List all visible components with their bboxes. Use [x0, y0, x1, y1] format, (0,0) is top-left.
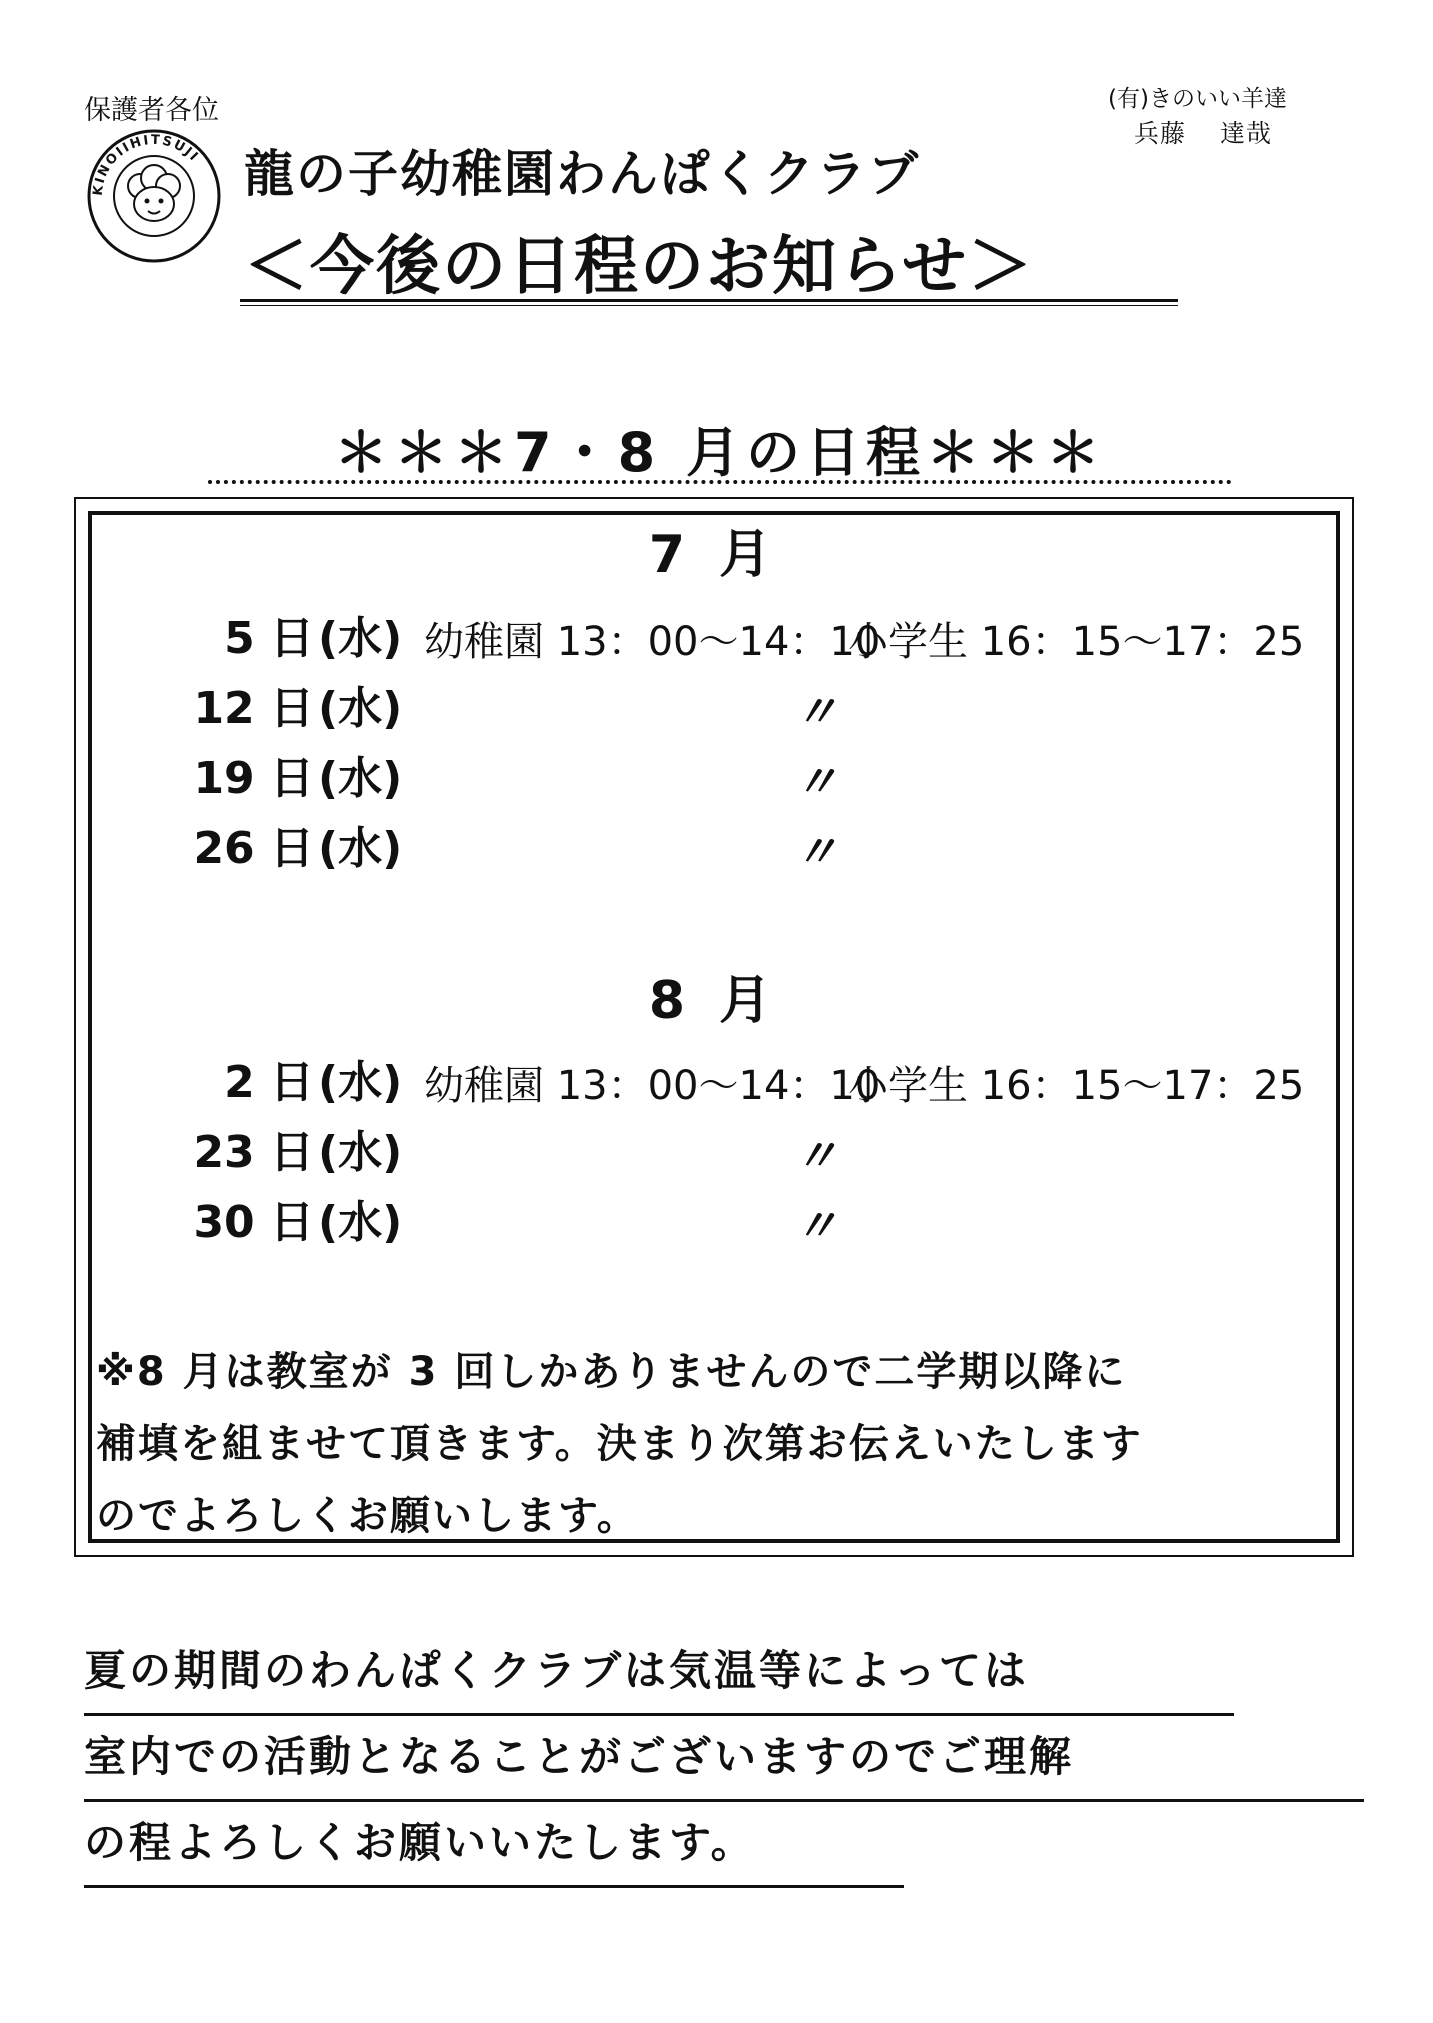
schedule-row: [94, 812, 1334, 878]
schedule-date: 2 日: [224, 1057, 314, 1108]
elementary-time: 小学生 16：15〜17：25: [848, 1063, 1305, 1109]
schedule-heading-dotted-rule: [208, 480, 1232, 484]
schedule-date: 23 日: [193, 1127, 314, 1178]
page-title: ＜今後の日程のお知らせ＞: [244, 230, 1035, 304]
note-line: のでよろしくお願いします。: [96, 1493, 639, 1539]
schedule-row: [94, 672, 1334, 738]
elementary-time: 小学生 16：15〜17：25: [848, 619, 1305, 665]
schedule-date: 5 日: [224, 613, 314, 664]
club-name: 龍の子幼稚園わんぱくクラブ: [244, 145, 920, 203]
month-heading-august: 8 月: [648, 971, 780, 1031]
notice-line: の程よろしくお願いいたします。: [84, 1802, 904, 1888]
company-name: (有)きのいい羊達: [1108, 86, 1287, 112]
summer-notice: [84, 1630, 1364, 1888]
logo-lettering: KINOIIHITSUJI: [90, 132, 202, 197]
note-line: ※8 月は教室が 3 回しかありませんので二学期以降に: [96, 1349, 1127, 1395]
schedule-weekday: (水): [318, 753, 403, 804]
club-logo: [86, 128, 222, 264]
schedule-note: [96, 1336, 1336, 1552]
schedule-row: [94, 1046, 1334, 1112]
schedule-row: [94, 1116, 1334, 1182]
author-given-name: 達哉: [1220, 119, 1273, 148]
ditto-mark: 〃: [794, 687, 838, 738]
schedule-date: 12 日: [193, 683, 314, 734]
schedule-date: 26 日: [193, 823, 314, 874]
ditto-mark: 〃: [794, 1131, 838, 1182]
month-heading-july: 7 月: [648, 525, 780, 585]
schedule-weekday: (水): [318, 1197, 403, 1248]
notice-line: 夏の期間のわんぱくクラブは気温等によっては: [84, 1630, 1234, 1716]
title-underline-thin: [240, 305, 1178, 306]
schedule-weekday: (水): [318, 613, 403, 664]
schedule-date: 19 日: [193, 753, 314, 804]
schedule-weekday: (水): [318, 823, 403, 874]
schedule-date: 30 日: [193, 1197, 314, 1248]
ditto-mark: 〃: [794, 757, 838, 808]
ditto-mark: 〃: [794, 827, 838, 878]
schedule-weekday: (水): [318, 683, 403, 734]
schedule-heading: ＊＊＊7・8 月の日程＊＊＊: [334, 421, 1106, 484]
schedule-row: [94, 742, 1334, 808]
schedule-row: [94, 1186, 1334, 1252]
notice-line: 室内での活動となることがございますのでご理解: [84, 1716, 1364, 1802]
title-underline: [240, 299, 1178, 302]
schedule-weekday: (水): [318, 1057, 403, 1108]
kindergarten-time: 幼稚園 13：00〜14：10: [424, 619, 881, 665]
author-name: [1134, 114, 1272, 150]
schedule-row: [94, 602, 1334, 668]
sheep-icon: [128, 165, 180, 221]
ditto-mark: 〃: [794, 1201, 838, 1252]
schedule-weekday: (水): [318, 1127, 403, 1178]
recipient-line: 保護者各位: [84, 95, 219, 126]
author-surname: 兵藤: [1134, 119, 1187, 148]
note-line: 補填を組ませて頂きます。決まり次第お伝えいたします: [96, 1421, 1143, 1467]
kindergarten-time: 幼稚園 13：00〜14：10: [424, 1063, 881, 1109]
